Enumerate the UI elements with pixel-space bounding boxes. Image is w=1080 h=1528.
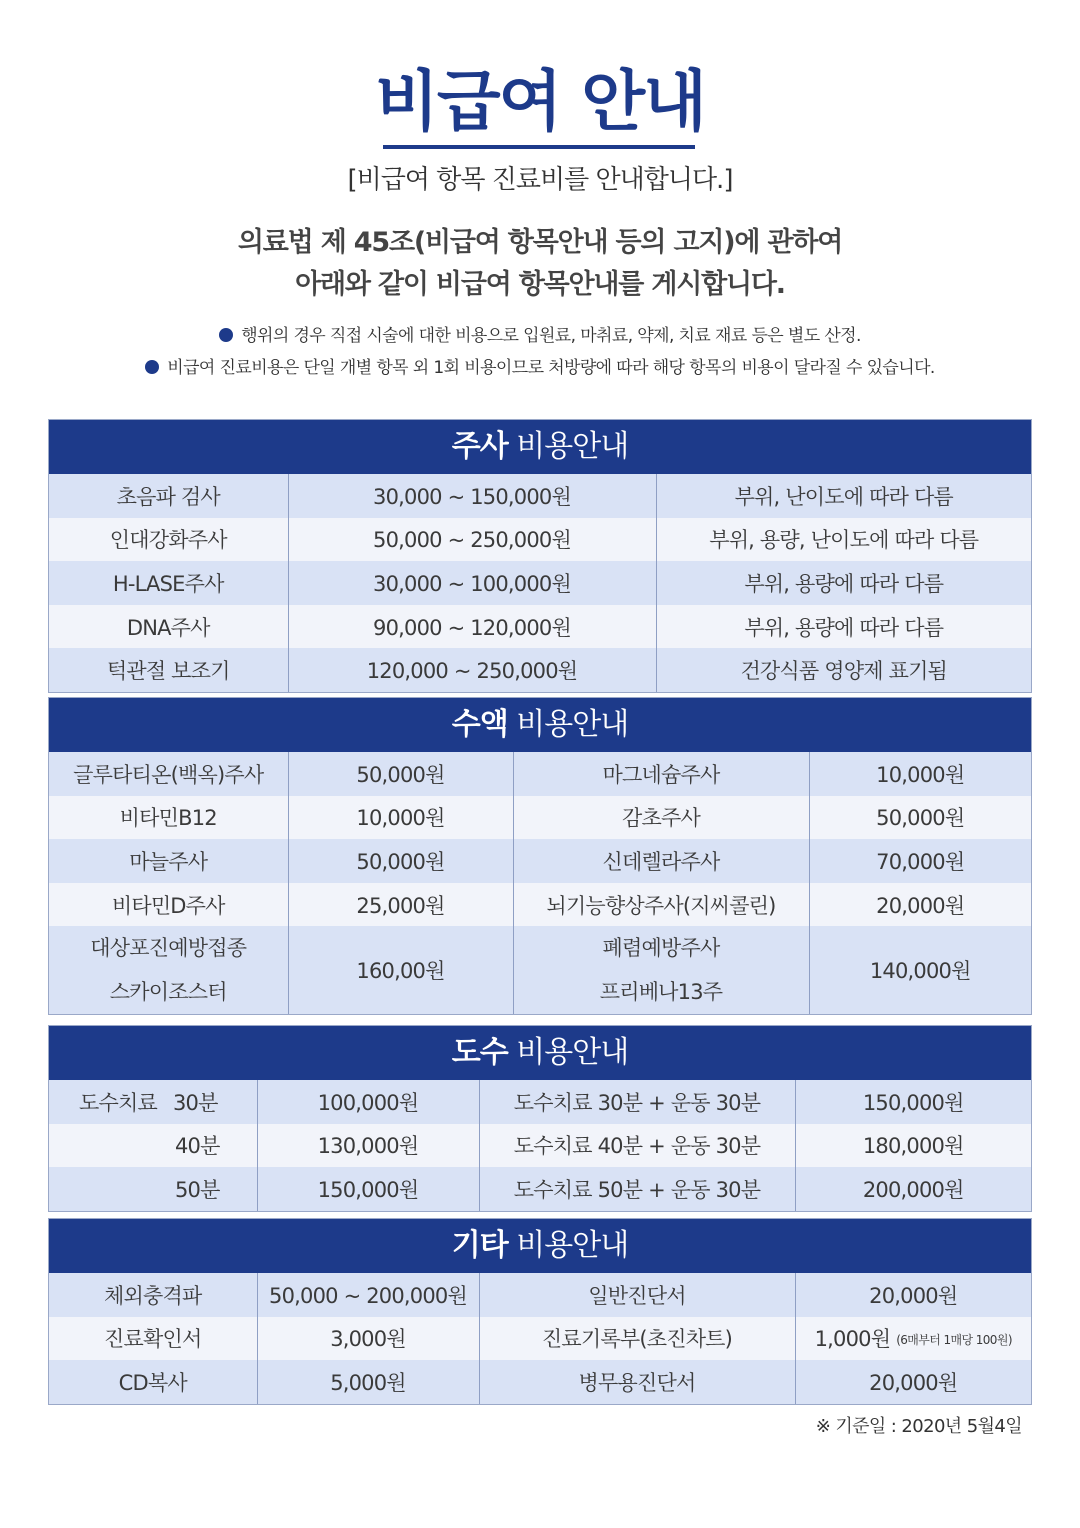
item-name: 인대강화주사 <box>49 518 288 562</box>
notes <box>0 320 1080 384</box>
item-name: 글루타티온(백옥)주사 <box>49 752 288 796</box>
table-row <box>49 752 1031 796</box>
table-row <box>49 1317 1031 1361</box>
note-2: 비급여 진료비용은 단일 개별 항목 외 1회 비용이므로 처방량에 따라 해당 항목의 비용이 달라질 수 있습니다. <box>0 352 1080 384</box>
table-row <box>49 839 1031 883</box>
item-price: 150,000원 <box>795 1080 1031 1124</box>
injection-section <box>48 419 1032 693</box>
item-price: 20,000원 <box>795 1273 1031 1317</box>
item-price: 100,000원 <box>257 1080 479 1124</box>
item-name: 도수치료 30분 + 운동 30분 <box>479 1080 795 1124</box>
item-name: 비타민B12 <box>49 796 288 840</box>
infusion-table <box>49 752 1031 1014</box>
item-name: 40분 <box>49 1124 257 1168</box>
item-name: 신데렐라주사 <box>513 839 809 883</box>
table-row <box>49 1167 1031 1211</box>
injection-section-title: 주사 비용안내 <box>49 420 1031 474</box>
table-row <box>49 1273 1031 1317</box>
item-name: H-LASE주사 <box>49 561 288 605</box>
lead-line-1: 의료법 제 45조(비급여 항목안내 등의 고지)에 관하여 <box>237 227 843 258</box>
table-row <box>49 883 1031 927</box>
item-name: CD복사 <box>49 1360 257 1404</box>
item-price: 20,000원 <box>795 1360 1031 1404</box>
etc-section-title: 기타 비용안내 <box>49 1219 1031 1273</box>
item-price: 50,000원 <box>809 796 1031 840</box>
table-row <box>49 648 1031 692</box>
infusion-section-title: 수액 비용안내 <box>49 698 1031 752</box>
item-name: 폐렴예방주사 프리베나13주 <box>513 926 809 1014</box>
bullet-icon <box>219 328 233 342</box>
item-name: 도수치료 40분 + 운동 30분 <box>479 1124 795 1168</box>
item-name: 진료확인서 <box>49 1317 257 1361</box>
item-price: 1,000원 (6매부터 1매당 100원) <box>795 1317 1031 1361</box>
item-price: 70,000원 <box>809 839 1031 883</box>
etc-table <box>49 1273 1031 1404</box>
item-price: 50,000 ~ 200,000원 <box>257 1273 479 1317</box>
injection-table <box>49 474 1031 692</box>
item-name: 도수치료 50분 + 운동 30분 <box>479 1167 795 1211</box>
etc-section <box>48 1218 1032 1405</box>
item-price: 50,000원 <box>288 839 513 883</box>
item-name: 마그네슘주사 <box>513 752 809 796</box>
item-price: 30,000 ~ 150,000원 <box>288 474 656 518</box>
item-name: 진료기록부(초진차트) <box>479 1317 795 1361</box>
manual-section <box>48 1025 1032 1212</box>
item-price: 10,000원 <box>288 796 513 840</box>
item-name: 감초주사 <box>513 796 809 840</box>
item-note: 부위, 난이도에 따라 다름 <box>656 474 1031 518</box>
item-price: 30,000 ~ 100,000원 <box>288 561 656 605</box>
table-row <box>49 1360 1031 1404</box>
item-name: 마늘주사 <box>49 839 288 883</box>
table-row <box>49 1124 1031 1168</box>
page-subtitle: [비급여 항목 진료비를 안내합니다.] <box>347 165 733 195</box>
item-note: 부위, 용량에 따라 다름 <box>656 561 1031 605</box>
item-price: 130,000원 <box>257 1124 479 1168</box>
lead-text <box>0 222 1080 306</box>
item-name: 초음파 검사 <box>49 474 288 518</box>
item-price: 50,000원 <box>288 752 513 796</box>
item-price: 160,00원 <box>288 926 513 1014</box>
table-row <box>49 796 1031 840</box>
table-row <box>49 561 1031 605</box>
title-underline <box>383 145 695 149</box>
item-price: 50,000 ~ 250,000원 <box>288 518 656 562</box>
table-row <box>49 474 1031 518</box>
item-price: 25,000원 <box>288 883 513 927</box>
item-name: 50분 <box>49 1167 257 1211</box>
reference-date: ※ 기준일 : 2020년 5월4일 <box>815 1416 1022 1437</box>
infusion-section <box>48 697 1032 1015</box>
item-note: 부위, 용량, 난이도에 따라 다름 <box>656 518 1031 562</box>
item-price: 20,000원 <box>809 883 1031 927</box>
item-name: DNA주사 <box>49 605 288 649</box>
chart-copy-note: (6매부터 1매당 100원) <box>896 1333 1012 1348</box>
note-1: 행위의 경우 직접 시술에 대한 비용으로 입원료, 마취료, 약제, 치료 재료 등은 별도 산정. <box>0 320 1080 352</box>
table-row <box>49 1080 1031 1124</box>
item-price: 10,000원 <box>809 752 1031 796</box>
table-row <box>49 926 1031 1014</box>
bullet-icon <box>145 360 159 374</box>
item-note: 건강식품 영양제 표기됨 <box>656 648 1031 692</box>
item-price: 90,000 ~ 120,000원 <box>288 605 656 649</box>
item-name: 일반진단서 <box>479 1273 795 1317</box>
manual-section-title: 도수 비용안내 <box>49 1026 1031 1080</box>
manual-table <box>49 1080 1031 1211</box>
item-name: 체외충격파 <box>49 1273 257 1317</box>
item-price: 140,000원 <box>809 926 1031 1014</box>
table-row <box>49 605 1031 649</box>
item-price: 200,000원 <box>795 1167 1031 1211</box>
item-name: 대상포진예방접종 스카이조스터 <box>49 926 288 1014</box>
item-name: 턱관절 보조기 <box>49 648 288 692</box>
item-name: 병무용진단서 <box>479 1360 795 1404</box>
item-name: 뇌기능향상주사(지씨콜린) <box>513 883 809 927</box>
item-price: 3,000원 <box>257 1317 479 1361</box>
item-name: 도수치료 30분 <box>49 1080 257 1124</box>
item-name: 비타민D주사 <box>49 883 288 927</box>
lead-line-2: 아래와 같이 비급여 항목안내를 게시합니다. <box>295 269 785 300</box>
table-row <box>49 518 1031 562</box>
item-price: 5,000원 <box>257 1360 479 1404</box>
item-price: 150,000원 <box>257 1167 479 1211</box>
item-price: 180,000원 <box>795 1124 1031 1168</box>
item-price: 120,000 ~ 250,000원 <box>288 648 656 692</box>
item-note: 부위, 용량에 따라 다름 <box>656 605 1031 649</box>
page-title: 비급여 안내 <box>375 63 705 140</box>
